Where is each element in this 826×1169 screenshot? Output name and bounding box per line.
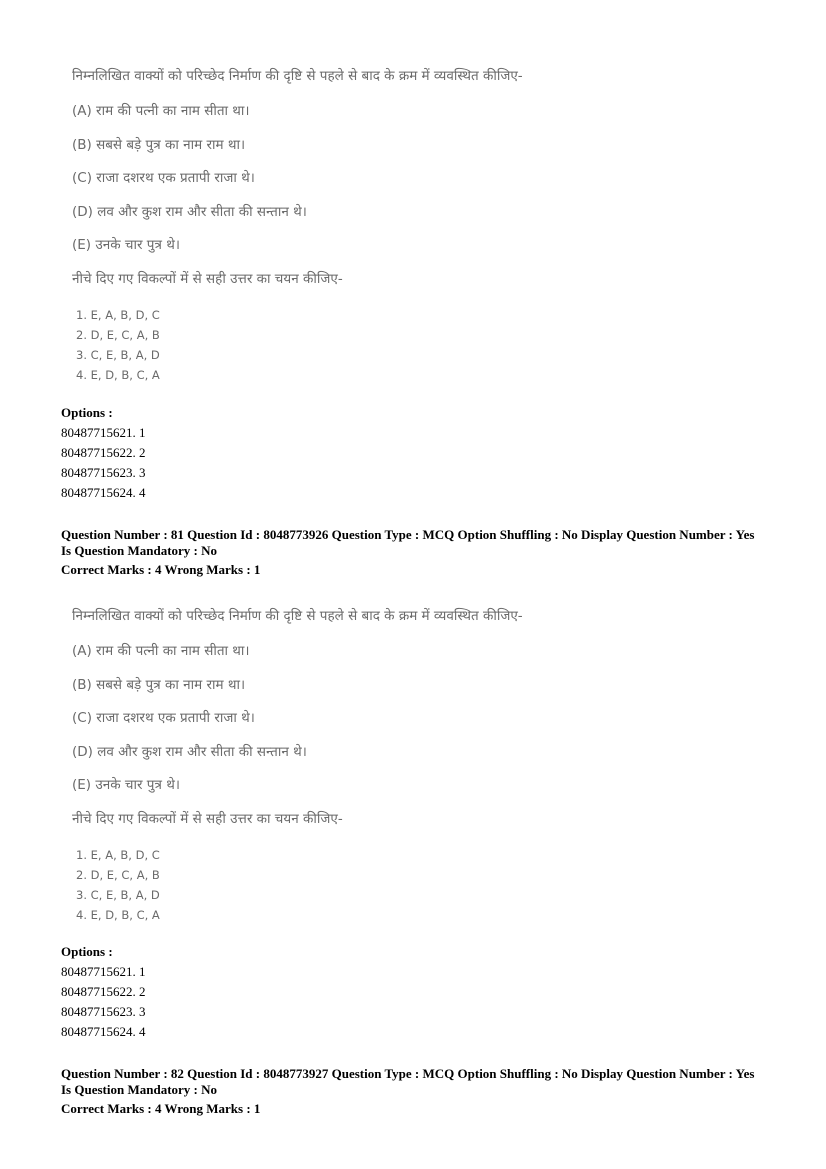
- question-line: निम्नलिखित वाक्यों को परिच्छेद निर्माण की दृष्टि से पहले से बाद के क्रम में व्यवस्थित कीजिए-: [72, 68, 523, 84]
- question-line: (E) उनके चार पुत्र थे।: [72, 237, 180, 253]
- option-id: 80487715622. 2: [61, 445, 146, 460]
- choice-item: 2. D, E, C, A, B: [76, 867, 160, 882]
- choice-list: [72, 305, 772, 385]
- option-id: 80487715621. 1: [61, 425, 146, 440]
- question-image-2: [72, 606, 772, 925]
- option-id: 80487715621. 1: [61, 964, 146, 979]
- question-line: निम्नलिखित वाक्यों को परिच्छेद निर्माण की दृष्टि से पहले से बाद के क्रम में व्यवस्थित कीजिए-: [72, 608, 523, 624]
- choice-item: 4. E, D, B, C, A: [76, 367, 160, 382]
- option-id: 80487715623. 3: [61, 1004, 146, 1019]
- options-label: Options :: [61, 405, 113, 420]
- choice-item: 1. E, A, B, D, C: [76, 307, 160, 322]
- option-id: 80487715624. 4: [61, 1024, 146, 1039]
- question-line: (C) राजा दशरथ एक प्रतापी राजा थे।: [72, 170, 255, 186]
- option-id: 80487715622. 2: [61, 984, 146, 999]
- question-line: (A) राम की पत्नी का नाम सीता था।: [72, 103, 250, 119]
- question-instruction: नीचे दिए गए विकल्पों में से सही उत्तर का चयन कीजिए-: [72, 270, 343, 287]
- question-image-1: [72, 66, 772, 385]
- option-id: 80487715623. 3: [61, 465, 146, 480]
- question-mandatory: Is Question Mandatory : No: [61, 543, 218, 558]
- question-line: (A) राम की पत्नी का नाम सीता था।: [72, 643, 250, 659]
- question-line: (B) सबसे बड़े पुत्र का नाम राम था।: [72, 136, 246, 153]
- options-label: Options :: [61, 944, 113, 959]
- choice-list: [72, 845, 772, 925]
- choice-item: 1. E, A, B, D, C: [76, 847, 160, 862]
- choice-item: 4. E, D, B, C, A: [76, 907, 160, 922]
- question-header: Question Number : 82 Question Id : 8048773927 Question Type : MCQ Option Shuffling : No Display Question Number : Yes: [61, 1066, 755, 1081]
- choice-item: 2. D, E, C, A, B: [76, 327, 160, 342]
- question-marks: Correct Marks : 4 Wrong Marks : 1: [61, 1101, 261, 1116]
- question-mandatory: Is Question Mandatory : No: [61, 1082, 218, 1097]
- question-line: (D) लव और कुश राम और सीता की सन्तान थे।: [72, 203, 307, 220]
- option-id: 80487715624. 4: [61, 485, 146, 500]
- question-line: (B) सबसे बड़े पुत्र का नाम राम था।: [72, 676, 246, 693]
- question-line: (C) राजा दशरथ एक प्रतापी राजा थे।: [72, 710, 255, 726]
- question-line: (D) लव और कुश राम और सीता की सन्तान थे।: [72, 743, 307, 760]
- question-line: (E) उनके चार पुत्र थे।: [72, 777, 180, 793]
- question-instruction: नीचे दिए गए विकल्पों में से सही उत्तर का चयन कीजिए-: [72, 810, 343, 827]
- choice-item: 3. C, E, B, A, D: [76, 887, 160, 902]
- question-marks: Correct Marks : 4 Wrong Marks : 1: [61, 562, 261, 577]
- choice-item: 3. C, E, B, A, D: [76, 347, 160, 362]
- question-header: Question Number : 81 Question Id : 8048773926 Question Type : MCQ Option Shuffling : No Display Question Number : Yes: [61, 527, 755, 542]
